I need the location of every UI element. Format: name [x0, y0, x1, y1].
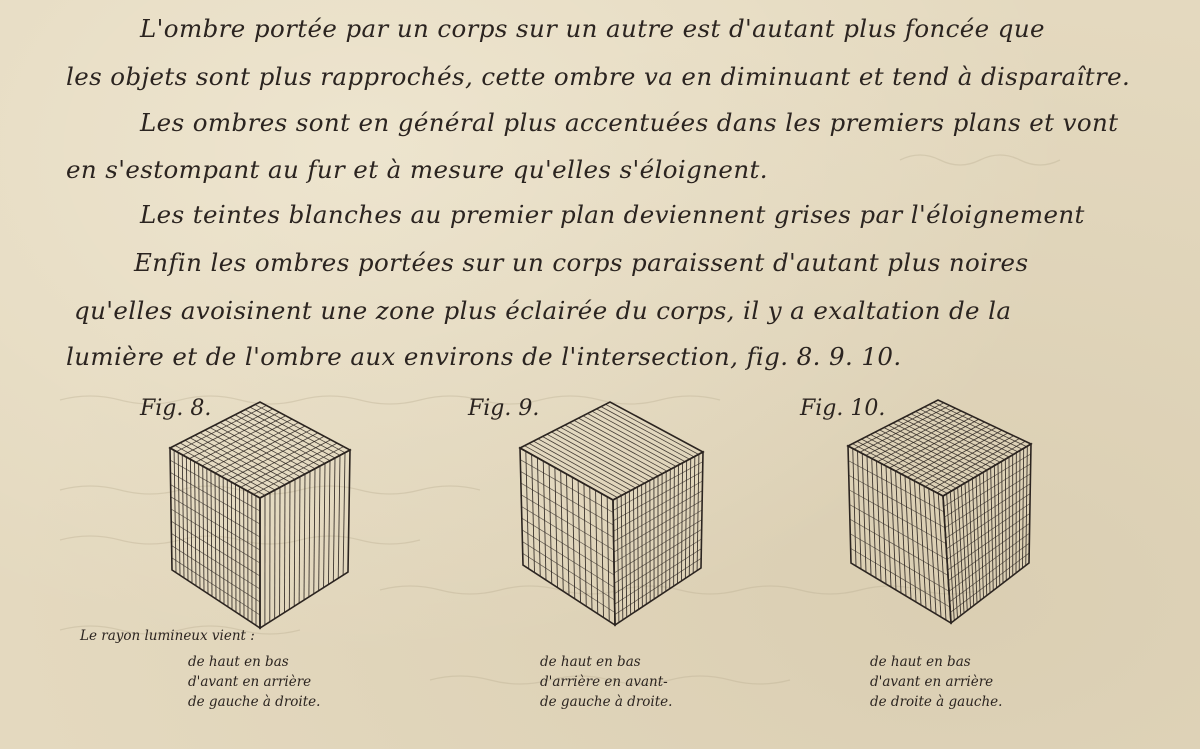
cube-hatching — [170, 402, 350, 628]
caption-line: d'avant en arrière — [870, 674, 994, 690]
caption-line: de droite à gauche. — [870, 694, 1003, 710]
figure-label: Fig. 10. — [800, 396, 886, 421]
caption-line: de gauche à droite. — [540, 694, 673, 710]
figure-label: Fig. 8. — [140, 396, 212, 421]
caption-line: de haut en bas — [540, 654, 641, 670]
text-line-2: les objets sont plus rapprochés, cette ombre va en diminuant et tend à disparaître. — [66, 62, 1131, 91]
text-line-6: Enfin les ombres portées sur un corps paraissent d'autant plus noires — [134, 248, 1029, 277]
caption-line: d'avant en arrière — [188, 674, 312, 690]
cube-hatching — [520, 402, 703, 625]
text-line-4: en s'estompant au fur et à mesure qu'elles s'éloignent. — [66, 155, 768, 184]
figure-label: Fig. 9. — [468, 396, 540, 421]
hatched-cube-drawing — [515, 400, 715, 635]
text-line-7: qu'elles avoisinent une zone plus éclairée du corps, il y a exaltation de la — [74, 296, 1012, 325]
hatched-cube-drawing — [160, 400, 360, 635]
caption-line: de haut en bas — [188, 654, 289, 670]
caption-line: Le rayon lumineux vient : — [80, 628, 255, 644]
text-line-3: Les ombres sont en général plus accentuées dans les premiers plans et vont — [140, 108, 1119, 137]
text-line-1: L'ombre portée par un corps sur un autre est d'autant plus foncée que — [140, 14, 1045, 43]
text-line-8: lumière et de l'ombre aux environs de l'intersection, fig. 8. 9. 10. — [66, 342, 902, 371]
caption-line: d'arrière en avant- — [540, 674, 668, 690]
hatched-cube-drawing — [843, 398, 1043, 633]
caption-line: de haut en bas — [870, 654, 971, 670]
text-line-5: Les teintes blanches au premier plan deviennent grises par l'éloignement — [140, 200, 1085, 229]
cube-hatching — [848, 400, 1031, 623]
caption-line: de gauche à droite. — [188, 694, 321, 710]
